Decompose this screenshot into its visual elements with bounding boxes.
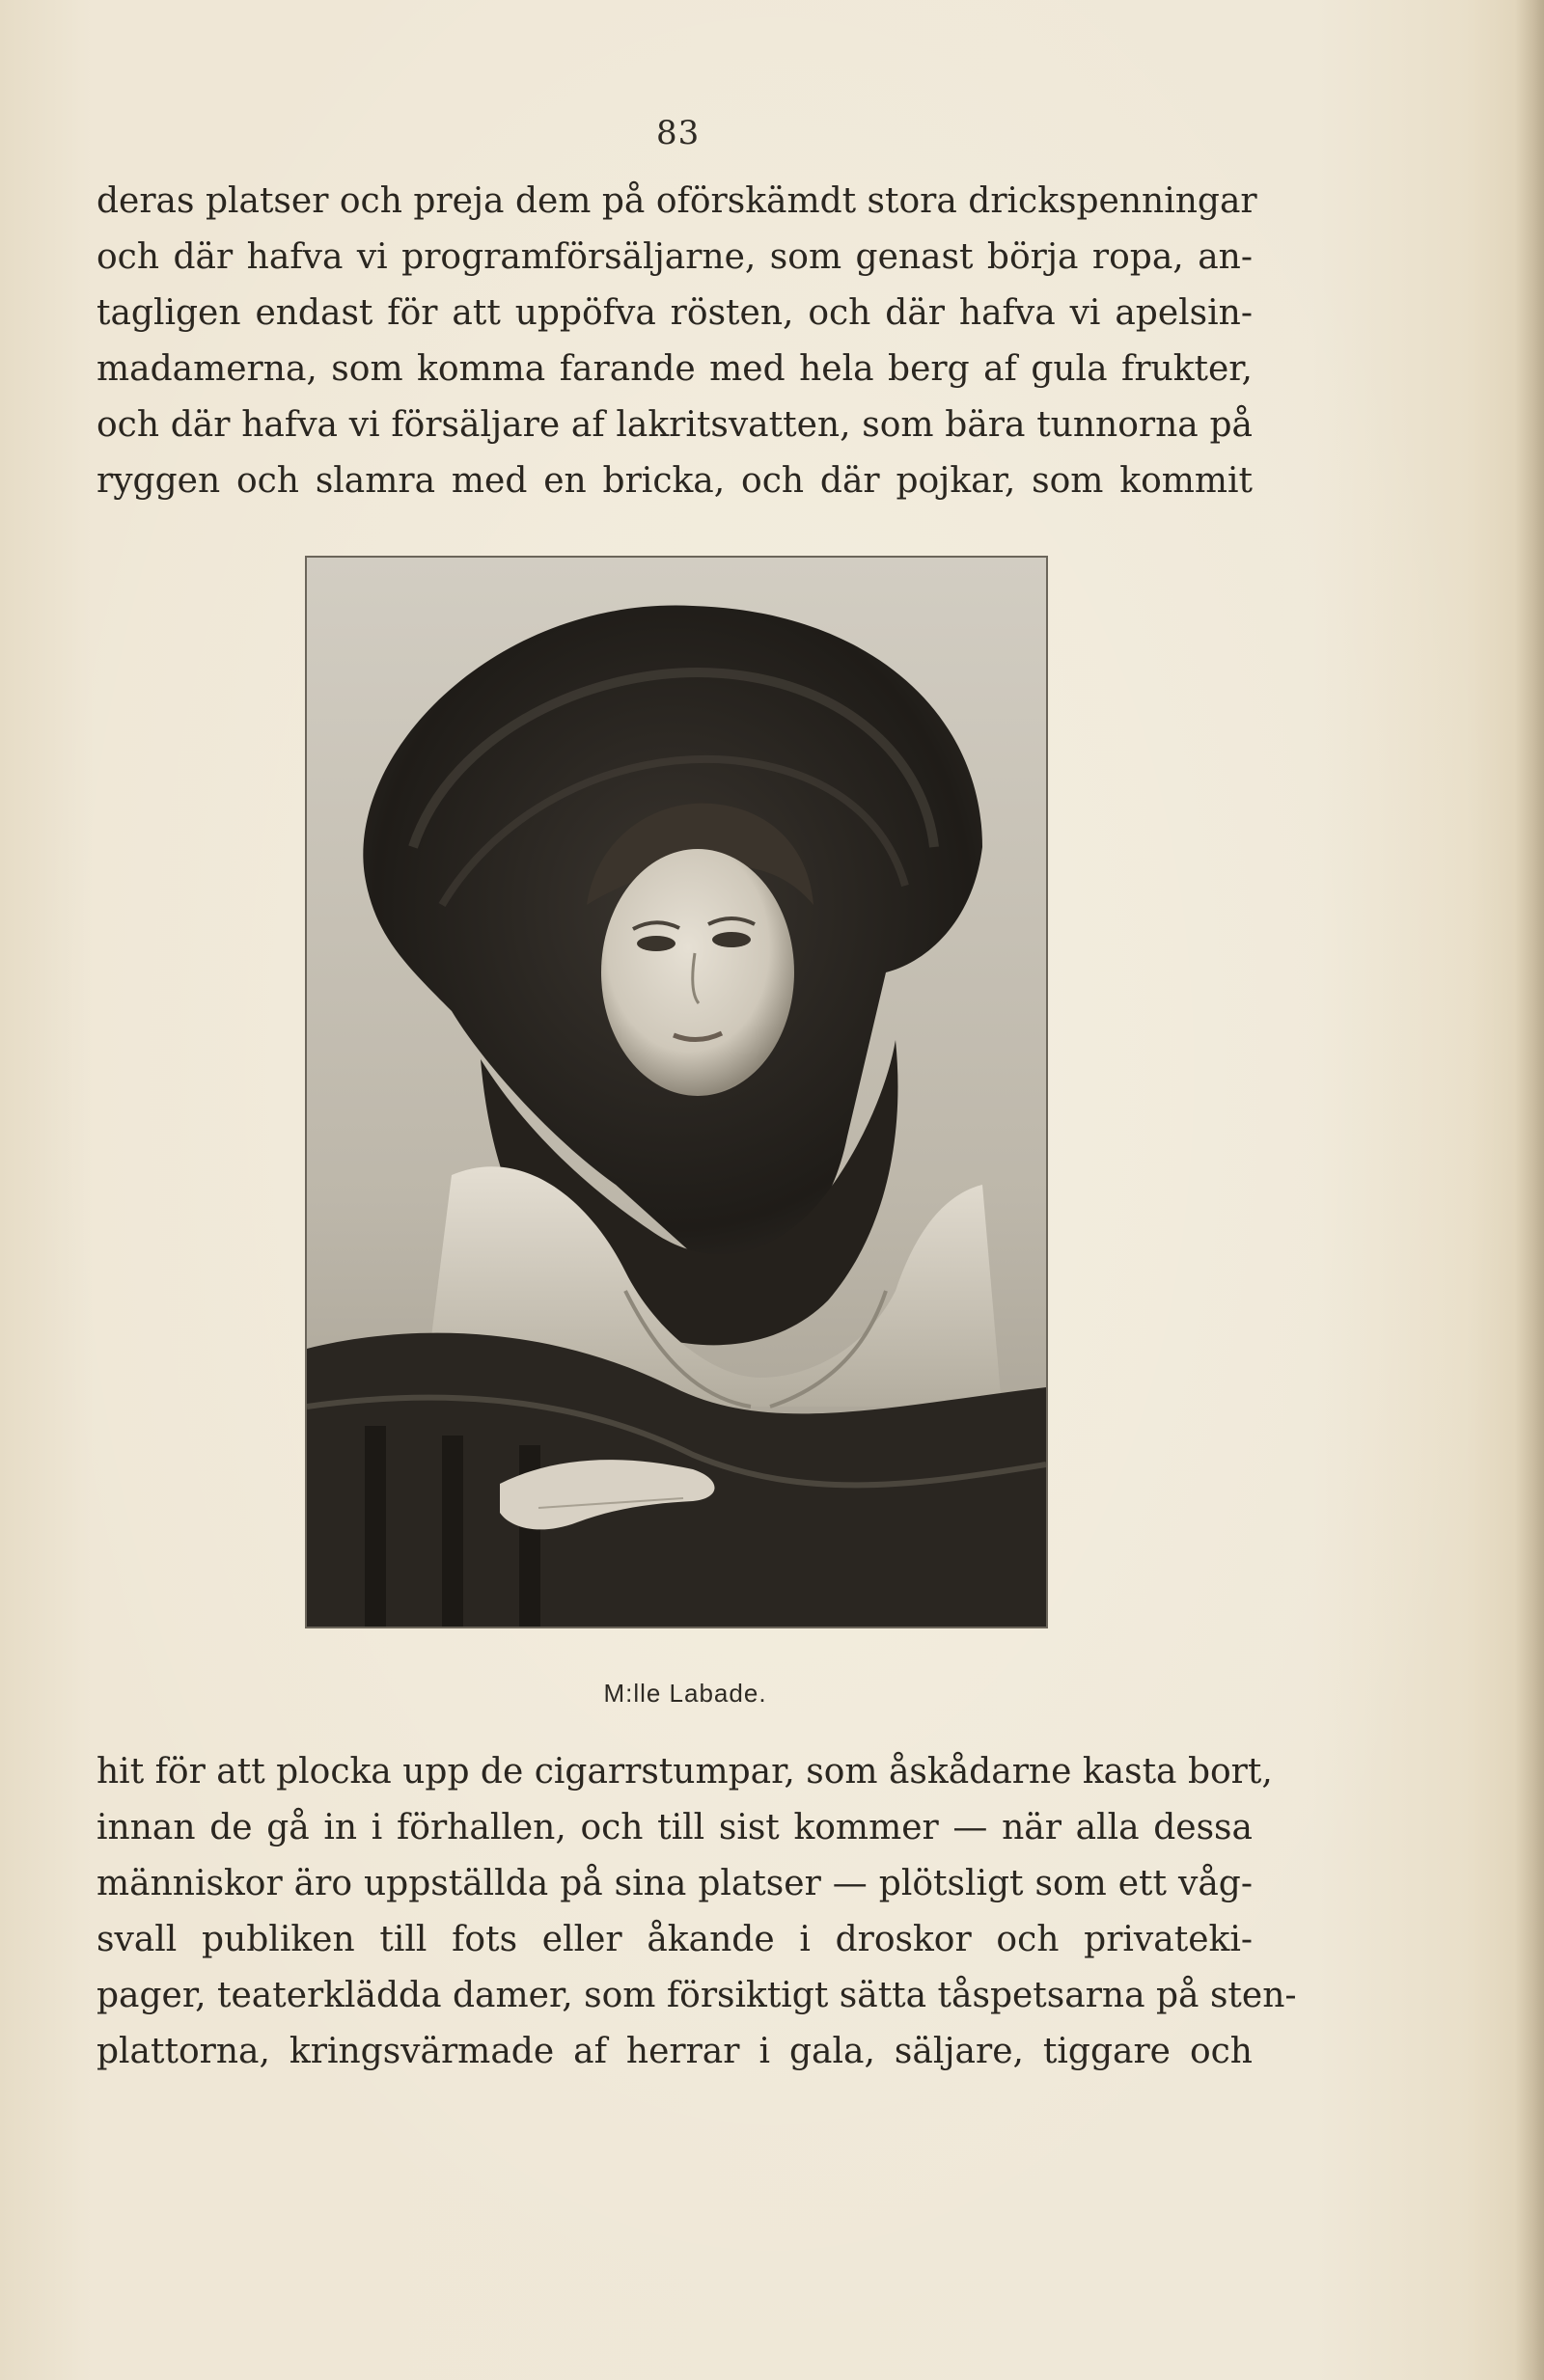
page-number: 83 xyxy=(656,114,701,152)
text-line: plattorna, kringsvärmade af herrar i gala, säljare, tiggare och xyxy=(96,2032,1253,2071)
paragraph-bottom xyxy=(96,1744,1297,2080)
portrait-illustration xyxy=(307,558,1046,1627)
page-edge-shadow xyxy=(1515,0,1544,2380)
figure-caption: M:lle Labade. xyxy=(603,1679,767,1708)
text-line: innan de gå in i förhallen, och till sist kommer — när alla dessa xyxy=(96,1808,1253,1847)
text-line: och där hafva vi programförsäljarne, som genast börja ropa, an- xyxy=(96,237,1253,277)
text-line: tagligen endast för att uppöfva rösten, och där hafva vi apelsin- xyxy=(96,293,1253,333)
text-line: pager, teaterklädda damer, som försiktigt sätta tåspetsarna på sten- xyxy=(96,1976,1297,2015)
text-line: hit för att plocka upp de cigarrstumpar, som åskådarne kasta bort, xyxy=(96,1752,1273,1792)
text-line: människor äro uppställda på sina platser — plötsligt som ett våg- xyxy=(96,1864,1253,1903)
text-line: svall publiken till fots eller åkande i droskor och privateki- xyxy=(96,1920,1253,1959)
text-line: madamerna, som komma farande med hela berg af gula frukter, xyxy=(96,349,1253,389)
text-line: deras platser och preja dem på oförskämdt stora drickspenningar xyxy=(96,181,1257,221)
text-line: ryggen och slamra med en bricka, och där pojkar, som kommit xyxy=(96,461,1253,501)
text-line: och där hafva vi försäljare af lakritsvatten, som bära tunnorna på xyxy=(96,405,1253,445)
portrait-photograph xyxy=(305,556,1048,1628)
paragraph-top xyxy=(96,174,1257,509)
